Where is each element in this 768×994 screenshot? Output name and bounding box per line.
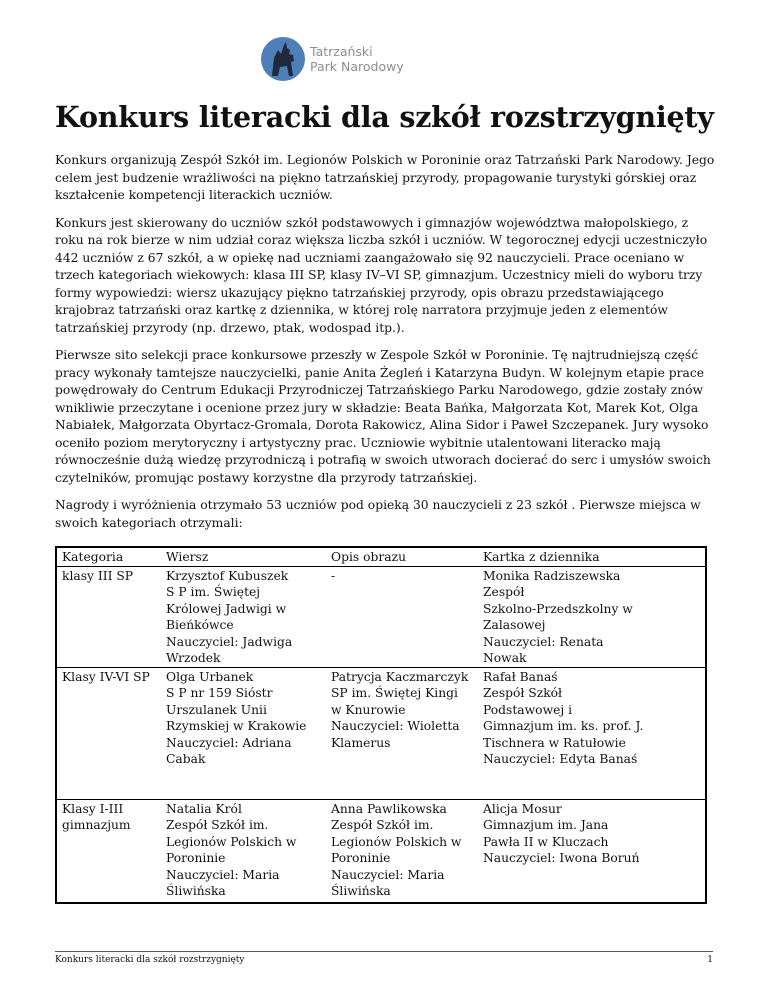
paragraph-4: Nagrody i wyróżnienia otrzymało 53 uczniów pod opieką 30 nauczycieli z 23 szkół . Pierwsze miejsca w swoich kategoriach otrzymali: [55, 498, 701, 530]
cell-line: Legionów Polskich w [166, 834, 297, 849]
results-table [55, 546, 707, 904]
cell-kartka [478, 799, 706, 903]
cell-line: Pawła II w Kluczach [483, 834, 609, 849]
cell-opis [326, 799, 478, 903]
cell-opis [326, 566, 478, 667]
cell-wiersz [161, 799, 326, 903]
cell-line: Nowak [483, 651, 527, 665]
cell-line: w Knurowie [331, 702, 406, 717]
cell-line: Krzysztof Kubuszek [166, 568, 289, 583]
cell-line: Zespół Szkół im. [166, 818, 269, 832]
header-kategoria: Kategoria [56, 547, 161, 566]
cell-category: Klasy I-III gimnazjum [56, 799, 161, 903]
cell-line: Szkolno-Przedszkolny w [483, 601, 633, 616]
header-opis-obrazu: Opis obrazu [326, 547, 478, 566]
table-row [56, 799, 706, 903]
table-header-row [56, 547, 706, 566]
cell-line: Nauczyciel: Adriana [166, 735, 292, 750]
cell-line: Patrycja Kaczmarczyk [331, 669, 469, 684]
cell-line: Urszulanek Unii [166, 702, 267, 717]
cell-line: Poroninie [166, 851, 226, 865]
cell-line: Zespół Szkół im. [331, 818, 434, 832]
cell-line: Bieńkówce [166, 618, 234, 632]
cell-line: Natalia Król [166, 801, 242, 816]
cell-line: Gimnazjum im. ks. prof. J. [483, 719, 644, 733]
cell-line: Monika Radziszewska [483, 568, 621, 583]
page-title: Konkurs literacki dla szkół rozstrzygnięty [55, 100, 714, 134]
cell-line: Zespół Szkół [483, 686, 563, 700]
cell-line: Nauczyciel: Iwona Boruń [483, 851, 640, 865]
cell-line: Rzymskiej w Krakowie [166, 719, 307, 733]
paragraph-2: Konkurs jest skierowany do uczniów szkół podstawowych i gimnazjów województwa małopolskiego, z roku na rok bierze w nim udział coraz większa liczba szkół i uczniów. W tegorocznej edycji uczestniczyło 442 uczniów z 67 szkół, a w opiekę nad uczniami zaangażowało się 92 nauczycieli. Prace oceniano w trzech kategoriach wiekowych: klasa III SP, klasy IV–VI SP, gimnazjum. Uczestnicy mieli do wyboru trzy formy wypowiedzi: wiersz ukazujący piękno tatrzańskiej przyrody, opis obrazu przedstawiającego krajobraz tatrzański oraz kartkę z dziennika, w której rolę narratora przyjmuje jeden z elementów tatrzańskiej przyrody (np. drzewo, ptak, wodospad itp.). [55, 215, 708, 335]
cell-opis [326, 667, 478, 799]
cell-line: Nauczyciel: Maria [166, 867, 280, 882]
footer-title: Konkurs literacki dla szkół rozstrzygnięty [55, 955, 245, 965]
cell-line: Podstawowej i [483, 702, 573, 717]
cell-line: Tischnera w Ratułowie [483, 735, 626, 750]
cell-line: Klamerus [331, 735, 391, 750]
cell-line: Alicja Mosur [483, 801, 562, 816]
article-body [55, 152, 715, 904]
cell-wiersz [161, 566, 326, 667]
cell-line: Śliwińska [331, 884, 391, 898]
cell-kartka [478, 667, 706, 799]
header-kartka: Kartka z dziennika [478, 547, 706, 566]
cell-line: Nauczyciel: Jadwiga [166, 634, 293, 649]
cell-line: Nauczyciel: Edyta Banaś [483, 752, 638, 766]
cell-line: Poroninie [331, 851, 391, 865]
cell-line: Olga Urbanek [166, 669, 254, 684]
cell-category: Klasy IV-VI SP [56, 667, 161, 799]
page-footer [55, 951, 713, 965]
cell-wiersz [161, 667, 326, 799]
cell-line: S P im. Świętej [166, 585, 261, 599]
cell-line: Cabak [166, 752, 206, 766]
cell-kartka [478, 566, 706, 667]
cell-line: Anna Pawlikowska [331, 801, 447, 816]
cell-line: - [331, 568, 336, 583]
cell-line: Gimnazjum im. Jana [483, 818, 609, 832]
header-wiersz: Wiersz [161, 547, 326, 566]
cell-line: Zalasowej [483, 618, 546, 632]
cell-line: Śliwińska [166, 884, 226, 898]
park-logo [260, 36, 404, 82]
cell-line: Wrzodek [166, 651, 221, 665]
cell-line: Nauczyciel: Renata [483, 634, 604, 649]
cell-line: SP im. Świętej Kingi [331, 686, 458, 700]
paragraph-3: Pierwsze sito selekcji prace konkursowe przeszły w Zespole Szkół w Poroninie. Tę najtrudniejszą część pracy wykonały tamtejsze nauczycielki, panie Anita Żegleń i Katarzyna Budyn. W kolejnym etapie prace powędrowały do Centrum Edukacji Przyrodniczej Tatrzańskiego Parku Narodowego, gdzie zostały znów wnikliwie przeczytane i ocenione przez jury w składzie: Beata Bańka, Małgorzata Kot, Marek Kot, Olga Nabiałek, Małgorzata Obyrtacz-Gromala, Dorota Rakowicz, Alina Sidor i Paweł Szczepanek. Jury wysoko oceniło poziom merytoryczny i artystyczny prac. Uczniowie wybitnie utalentowani literacko mają równocześnie dużą wiedzę przyrodniczą i potrafią w swoich utworach docierać do serc i umysłów swoich czytelników, promując postawy korzystne dla przyrody tatrzańskiej. [55, 348, 711, 485]
table-row [56, 667, 706, 799]
cell-category: klasy III SP [56, 566, 161, 667]
cell-line: Nauczyciel: Maria [331, 867, 445, 882]
logo-line-2: Park Narodowy [310, 59, 404, 74]
cell-line: Zespół [483, 585, 525, 599]
cell-line: Legionów Polskich w [331, 834, 462, 849]
cell-line: S P nr 159 Sióstr [166, 686, 273, 700]
page-number: 1 [707, 955, 713, 965]
cell-line: Nauczyciel: Wioletta [331, 719, 460, 733]
cell-line: Królowej Jadwigi w [166, 601, 287, 616]
park-logo-icon [260, 36, 306, 82]
table-row [56, 566, 706, 667]
cell-line: Rafał Banaś [483, 669, 558, 684]
paragraph-1: Konkurs organizują Zespół Szkół im. Legionów Polskich w Poroninie oraz Tatrzański Park Narodowy. Jego celem jest budzenie wrażliwości na piękno tatrzańskiej przyrody, propagowanie turystyki górskiej oraz kształcenie kompetencji literackich uczniów. [55, 153, 715, 202]
logo-line-1: Tatrzański [310, 44, 373, 59]
